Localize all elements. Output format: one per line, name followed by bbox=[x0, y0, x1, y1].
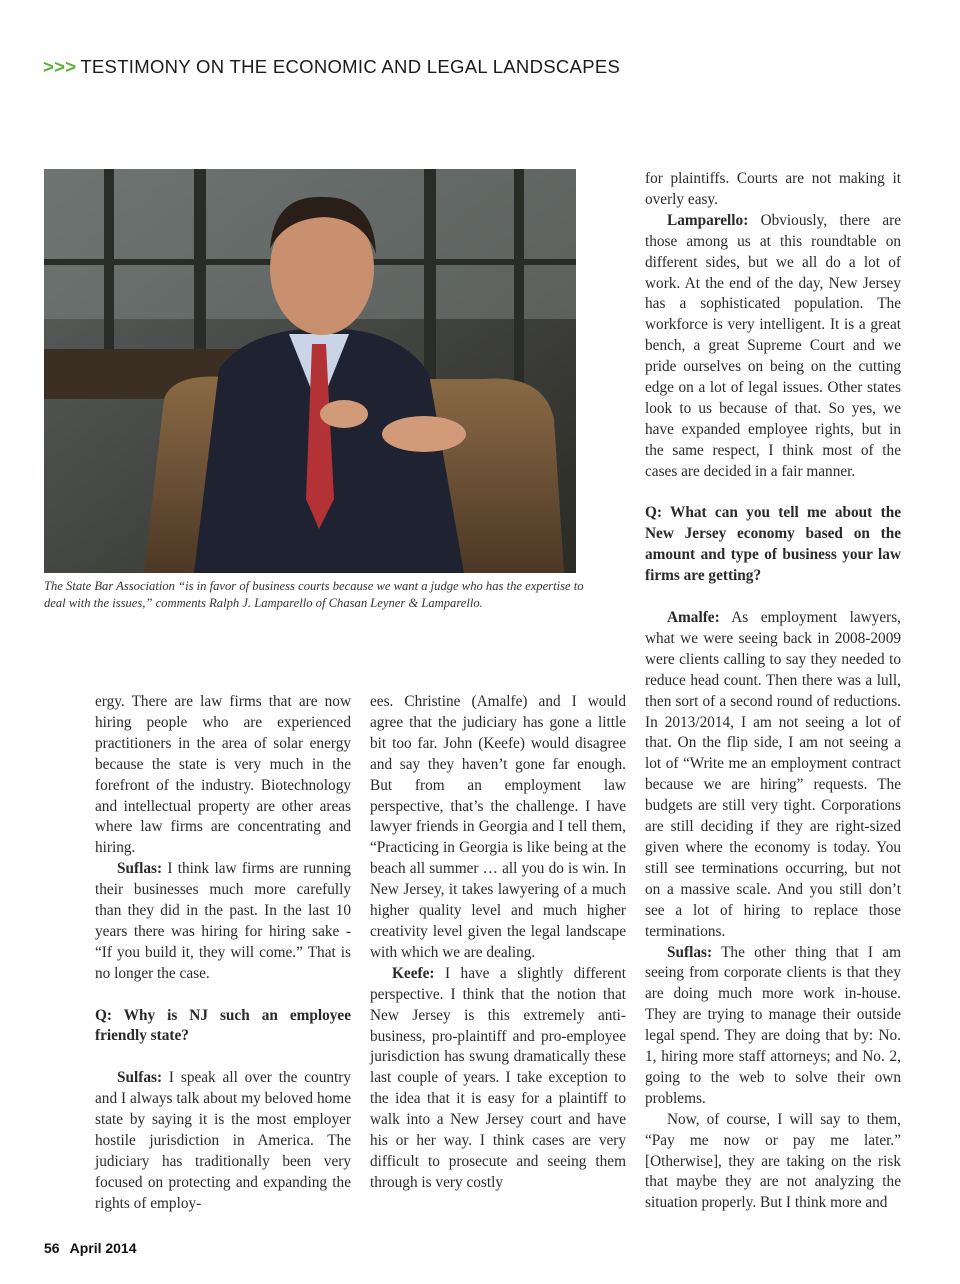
header-arrows: >>> bbox=[43, 56, 77, 77]
column-2 bbox=[370, 692, 626, 1194]
paragraph: for plaintiffs. Courts are not making it overly easy. bbox=[645, 170, 901, 208]
section-header bbox=[43, 56, 620, 80]
page-footer bbox=[44, 1240, 137, 1256]
question-heading: Q: Why is NJ such an employee friendly state? bbox=[95, 1006, 351, 1045]
speaker-name: Suflas: bbox=[117, 860, 163, 878]
paragraph-text: As employment lawyers, what we were seeing back in 2008-2009 were clients calling to say they needed to reduce head count. Then there was a lull, then sort of a second round of reductions. In 2013/2014, I am not seeing a lot of that. On the flip side, I am not seeing a lot of “Write me an employment contract because we are hiring” requests. The budgets are still very tight. Corporations are still deciding if they are right-sized given where the economy is today. You still see terminations occurring, but not on a massive scale. And you still don’t see a lot of hiring to replace those terminations. bbox=[645, 609, 901, 940]
paragraph bbox=[645, 211, 901, 483]
speaker-name: Sulfas: bbox=[117, 1069, 163, 1087]
paragraph bbox=[645, 943, 901, 1110]
paragraph-text: I have a slightly different perspective. I think that the notion that New Jersey is this extremely anti-business, pro-plaintiff and pro-employee jurisdiction has swung dramatically these last couple of years. I take exception to the idea that it is easy for a plaintiff to walk into a New Jersey court and have his or her way. I think cases are very difficult to prosecute and seeing them through is very costly bbox=[370, 964, 626, 1191]
column-1 bbox=[95, 692, 351, 1215]
speaker-name: Suflas: bbox=[667, 943, 713, 961]
header-title: TESTIMONY ON THE ECONOMIC AND LEGAL LANDSCAPES bbox=[80, 56, 621, 77]
portrait-illustration bbox=[44, 169, 576, 573]
column-3 bbox=[645, 169, 901, 1214]
paragraph-text: I think law firms are running their businesses much more carefully than they did in the past. In the last 10 years there was hiring for hiring sake - “If you build it, they will come.” That is no longer the case. bbox=[95, 860, 351, 982]
photo-caption: The State Bar Association “is in favor of business courts because we want a judge who has the expertise to deal with the issues,” comments Ralph J. Lamparello of Chasan Leyner & Lamparello. bbox=[44, 579, 584, 610]
speaker-name: Amalfe: bbox=[667, 609, 720, 626]
issue-date: April 2014 bbox=[69, 1240, 137, 1256]
speaker-name: Lamparello: bbox=[667, 211, 749, 229]
paragraph-text: Obviously, there are those among us at this roundtable on different sides, but we all do a lot of work. At the end of the day, New Jersey has a sophisticated population. The workforce is very intelligent. It is a great bench, a great Supreme Court and we pride ourselves on being on the cutting edge on a lot of legal issues. Other states look to us because of that. So yes, we have expanded employee rights, but in the same respect, I think most of the cases are decided in a fair manner. bbox=[645, 211, 901, 480]
paragraph: Now, of course, I will say to them, “Pay me now or pay me later.” [Otherwise], they are taking on the risk that maybe they are not analyzing the situation properly. But I think more and bbox=[645, 1110, 901, 1212]
paragraph: ergy. There are law firms that are now hiring people who are experienced practitioners in the area of solar energy because the state is very much in the forefront of the industry. Biotechnology and intellectual property are other areas where law firms are concentrating and hiring. bbox=[95, 693, 351, 857]
paragraph bbox=[95, 1068, 351, 1214]
paragraph bbox=[645, 608, 901, 943]
portrait-photo bbox=[44, 169, 576, 573]
paragraph: ees. Christine (Amalfe) and I would agree that the judiciary has gone a little bit too far. John (Keefe) would disagree and say they haven’t gone far enough. But from an employment law perspective, that’s the challenge. I have lawyer friends in Georgia and I tell them, “Practicing in Georgia is like being at the beach all summer … all you do is win. In New Jersey, it takes lawyering of a much higher quality level and much higher creativity level given the legal landscape with which we are dealing. bbox=[370, 693, 626, 961]
paragraph-text: I speak all over the country and I always talk about my beloved home state by saying it is the most employer hostile jurisdiction in America. The judiciary has traditionally been very focused on protecting and expanding the rights of employ- bbox=[95, 1069, 351, 1212]
paragraph bbox=[370, 964, 626, 1194]
paragraph-text: The other thing that I am seeing from corporate clients is that they are doing much more work in-house. They are trying to manage their outside legal spend. They are doing that by: No. 1, hiring more staff attorneys; and No. 2, going to the web to solve their own problems. bbox=[645, 943, 901, 1107]
speaker-name: Keefe: bbox=[392, 964, 435, 982]
question-heading: Q: What can you tell me about the New Jersey economy based on the amount and type of business your law firms are getting? bbox=[645, 504, 901, 585]
paragraph bbox=[95, 859, 351, 984]
page-number: 56 bbox=[44, 1240, 60, 1256]
